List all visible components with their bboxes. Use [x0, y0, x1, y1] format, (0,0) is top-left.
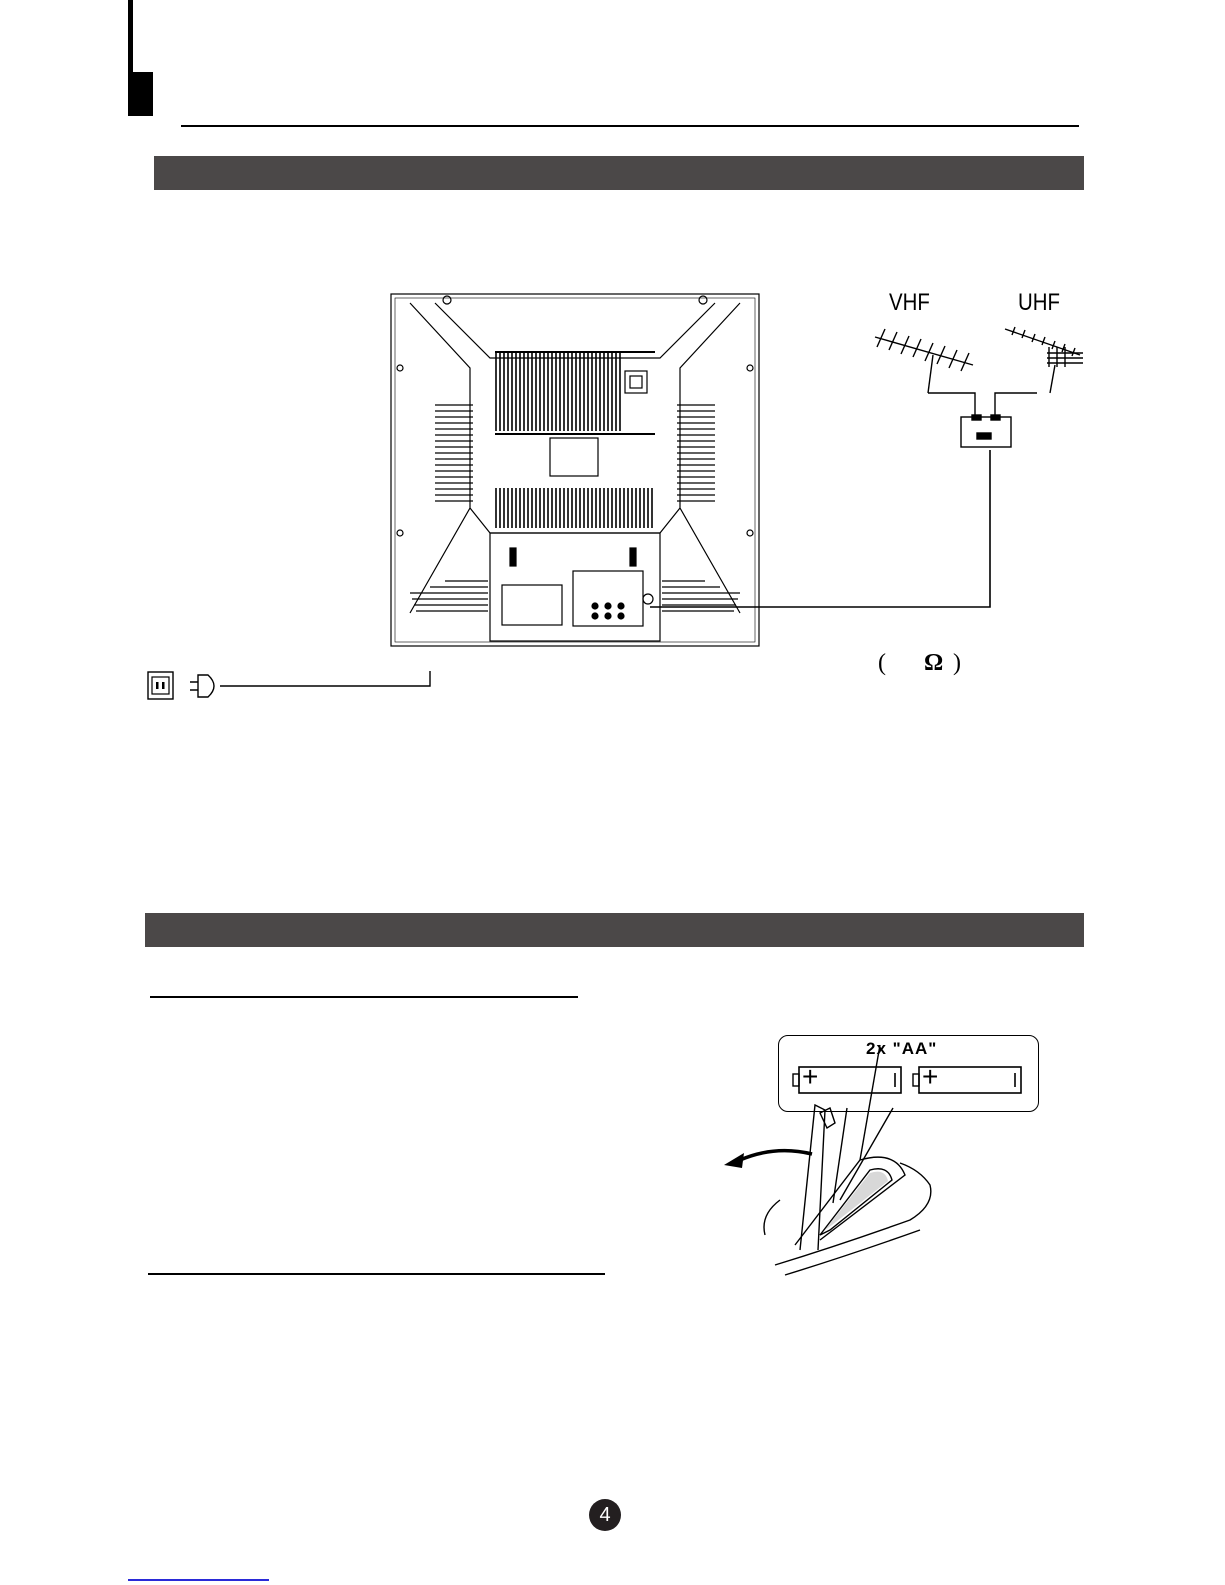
vhf-label: VHF — [889, 289, 930, 316]
subsection-rule-2 — [148, 1273, 605, 1275]
uhf-label: UHF — [1018, 289, 1060, 316]
page-corner-block — [128, 72, 153, 116]
subsection-rule-1 — [150, 996, 578, 998]
battery-plus-sign: + — [802, 1061, 819, 1092]
battery-plus-sign: + — [922, 1061, 939, 1092]
power-plug-icon — [190, 665, 440, 705]
wall-outlet-icon — [147, 671, 175, 701]
battery-icon — [913, 1061, 1023, 1095]
footer-link-underline[interactable] — [128, 1579, 269, 1581]
header-rule — [181, 125, 1079, 127]
impedance-open-paren: ( — [878, 650, 886, 676]
section-bar-remote — [145, 913, 1084, 947]
open-arrow-icon — [720, 1140, 815, 1180]
impedance-ohm-symbol: Ω — [924, 650, 944, 676]
antenna-cable — [650, 450, 995, 610]
callout-leader-lines — [825, 1108, 905, 1208]
impedance-close-paren: ) — [953, 650, 961, 676]
section-bar-connection — [154, 156, 1084, 190]
battery-label: 2x "AA" — [866, 1039, 938, 1058]
antenna-combiner-icon — [925, 385, 1045, 455]
page-number-badge: 4 — [589, 1499, 621, 1531]
battery-icon — [793, 1061, 903, 1095]
